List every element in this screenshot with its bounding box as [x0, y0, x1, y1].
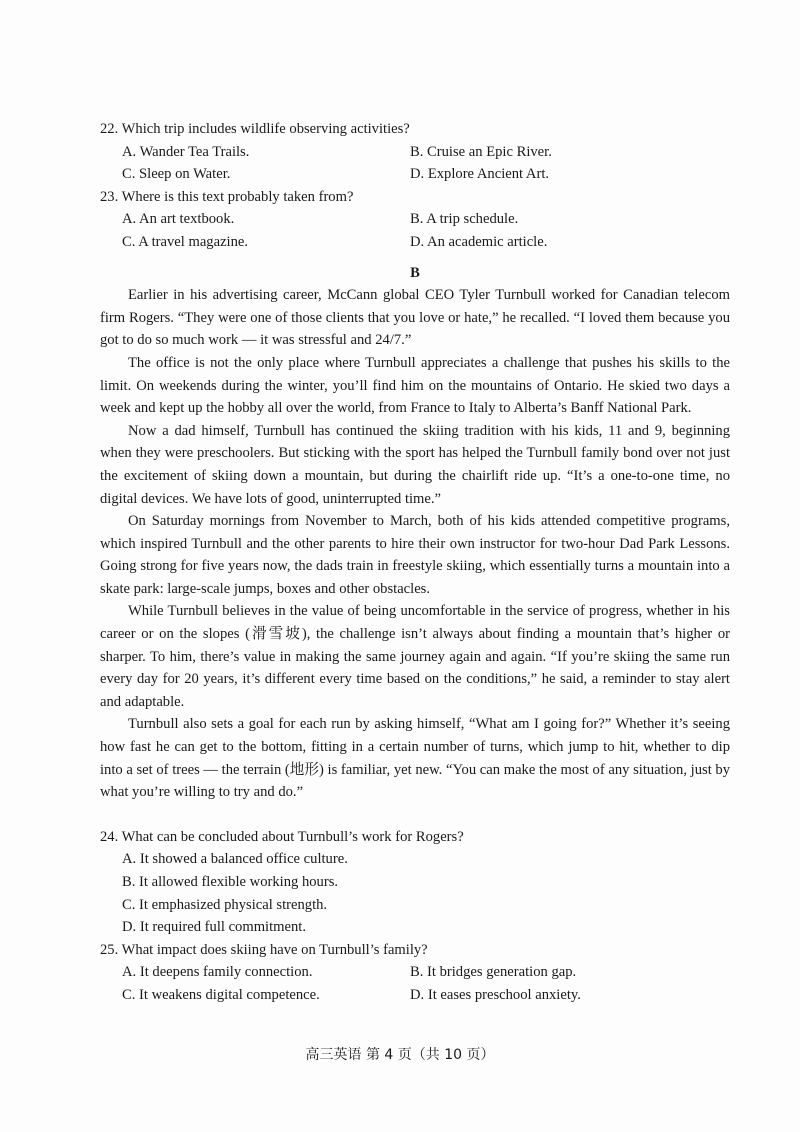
option-a: A. An art textbook.	[122, 211, 235, 228]
question-22	[100, 118, 730, 186]
page-footer: 高三英语 第 4 页（共 10 页）	[305, 1047, 495, 1063]
passage-paragraph: While Turnbull believes in the value of being uncomfortable in the service of progress, whether in his career or on the slopes (滑雪坡), the challenge isn’t always about finding a mountain that’s higher or sharper. To him, there’s value in making the same journey again and again. “If you’re skiing the same run every day for 20 years, it’s different every time based on the conditions,” he said, a reminder to stay alert and adaptable.	[100, 603, 730, 710]
option-c: C. Sleep on Water.	[122, 166, 231, 183]
passage-paragraph: Now a dad himself, Turnbull has continued the skiing tradition with his kids, 11 and 9, beginning when they were preschoolers. But sticking with the sport has helped the Turnbull family bond over not just the excitement of skiing down a mountain, but during the chairlift ride up. “It’s a one-to-one time, no digital devices. We have lots of good, uninterrupted time.”	[100, 422, 730, 507]
passage-paragraph: Turnbull also sets a goal for each run by asking himself, “What am I going for?” Whether it’s seeing how fast he can get to the bottom, fitting in a certain number of turns, which jump to hit, whether to dip into a set of trees — the terrain (地形) is familiar, yet new. “You can make the most of any situation, just by what you’re willing to try and do.”	[100, 716, 730, 801]
options-grid	[122, 961, 730, 1006]
option-d: D. It required full commitment.	[122, 919, 306, 936]
question-stem: 22. Which trip includes wildlife observing activities?	[100, 121, 410, 137]
option-b: B. It allowed flexible working hours.	[122, 874, 339, 890]
passage-paragraph: Earlier in his advertising career, McCann global CEO Tyler Turnbull worked for Canadian telecom firm Rogers. “They were one of those clients that you love or hate,” he recalled. “I loved them because you got to do so much work — it was stressful and 24/7.”	[100, 287, 730, 349]
option-a: A. Wander Tea Trails.	[122, 143, 250, 160]
options-grid	[122, 208, 730, 253]
option-d: D. It eases preschool anxiety.	[410, 986, 581, 1003]
options-grid	[122, 141, 730, 186]
option-c: C. A travel magazine.	[122, 233, 249, 250]
passage-paragraph: The office is not the only place where Turnbull appreciates a challenge that pushes his skills to the limit. On weekends during the winter, you’ll find him on the mountains of Ontario. He skied two days a week and kept up the hobby all over the world, from France to Italy to Alberta’s Banff National Park.	[100, 354, 730, 417]
option-a: A. It deepens family connection.	[122, 964, 313, 981]
page-content	[100, 118, 730, 1007]
spacer	[100, 804, 730, 826]
option-b: B. Cruise an Epic River.	[410, 143, 552, 160]
section-heading: B	[410, 264, 420, 281]
options-list	[122, 848, 730, 938]
question-24	[100, 826, 730, 939]
option-a: A. It showed a balanced office culture.	[122, 851, 348, 868]
reading-passage	[100, 284, 730, 804]
question-stem: 25. What impact does skiing have on Turnbull’s family?	[100, 941, 428, 958]
option-c: C. It emphasized physical strength.	[122, 896, 328, 913]
option-c: C. It weakens digital competence.	[122, 986, 320, 1003]
question-25	[100, 939, 730, 1007]
question-23	[100, 186, 730, 254]
option-b: B. A trip schedule.	[410, 211, 519, 228]
option-d: D. An academic article.	[410, 233, 548, 250]
question-stem: 23. Where is this text probably taken from?	[100, 188, 354, 205]
option-b: B. It bridges generation gap.	[410, 964, 577, 981]
question-stem: 24. What can be concluded about Turnbull’s work for Rogers?	[100, 828, 464, 845]
passage-paragraph: On Saturday mornings from November to March, both of his kids attended competitive programs, which inspired Turnbull and the other parents to hire their own instructor for two-hour Dad Park Lessons. Going strong for five years now, the dads train in freestyle skiing, which essentially turns a mountain into a skate park: large-scale jumps, boxes and other obstacles.	[100, 513, 730, 597]
option-d: D. Explore Ancient Art.	[410, 166, 550, 183]
